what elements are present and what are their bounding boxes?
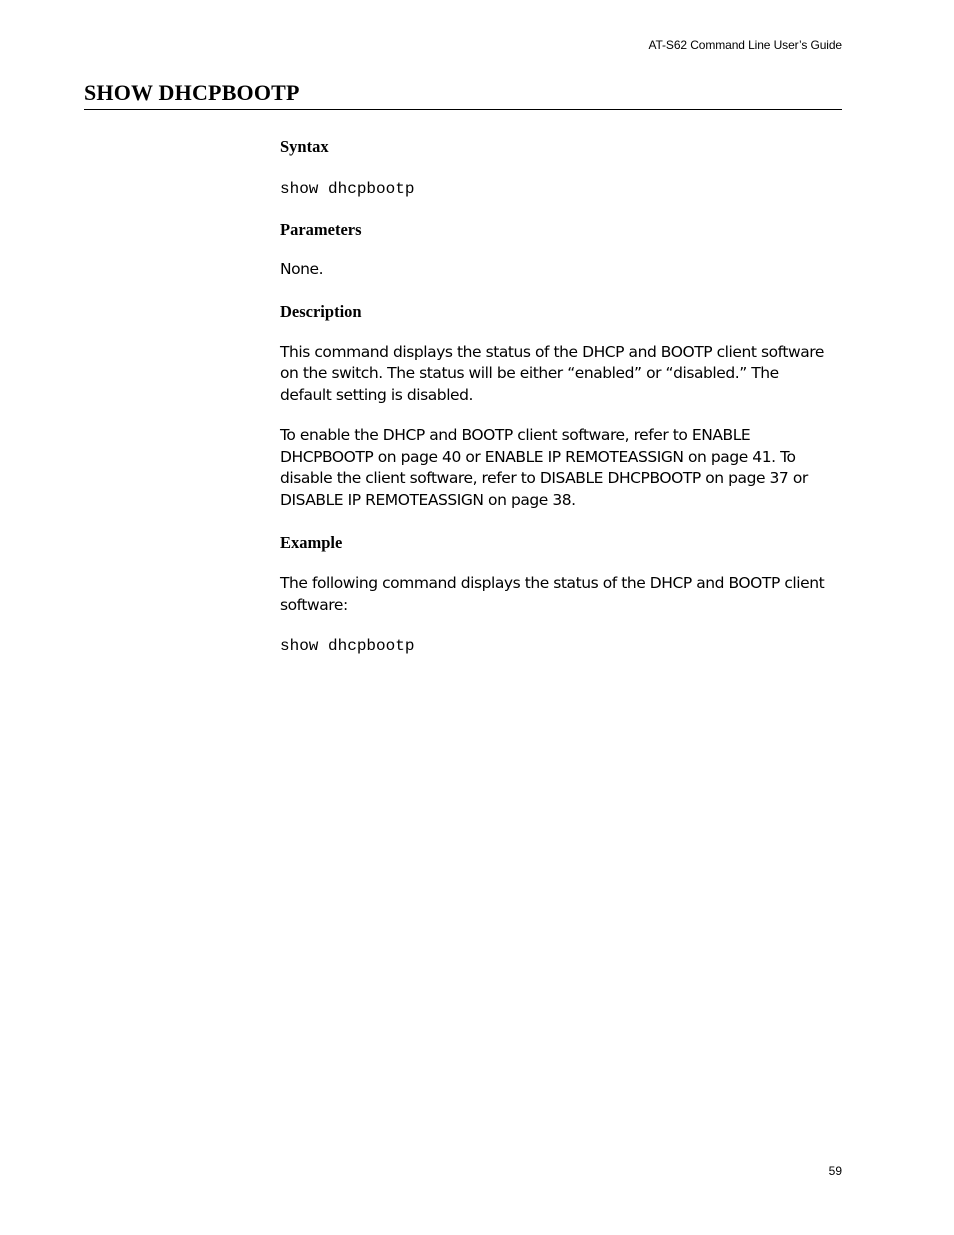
title-divider (84, 109, 842, 110)
description-paragraph-2: To enable the DHCP and BOOTP client software, refer to ENABLE DHCPBOOTP on page 40 or ENABLE IP REMOTEASSIGN on page 41. To disable the client software, refer to DISABLE DHCPBOOTP on page 37 or DISABLE IP REMOTEASSIGN on page 38. (280, 426, 808, 509)
description-heading: Description (280, 301, 362, 321)
page-title: SHOW DHCPBOOTP (84, 80, 300, 105)
description-paragraph-1: This command displays the status of the DHCP and BOOTP client software on the switch. The status will be either “enabled” or “disabled.” The default setting is disabled. (280, 342, 824, 404)
example-text: The following command displays the status of the DHCP and BOOTP client software: (280, 574, 825, 614)
example-command: show dhcpbootp (280, 637, 415, 655)
parameters-heading: Parameters (280, 220, 362, 239)
syntax-heading: Syntax (280, 137, 329, 156)
example-heading: Example (280, 533, 343, 552)
content-body (280, 137, 845, 656)
page-number: 59 (828, 1164, 842, 1178)
parameters-text: None. (280, 260, 324, 278)
running-header: AT-S62 Command Line User’s Guide (648, 38, 842, 52)
syntax-command: show dhcpbootp (280, 180, 415, 198)
